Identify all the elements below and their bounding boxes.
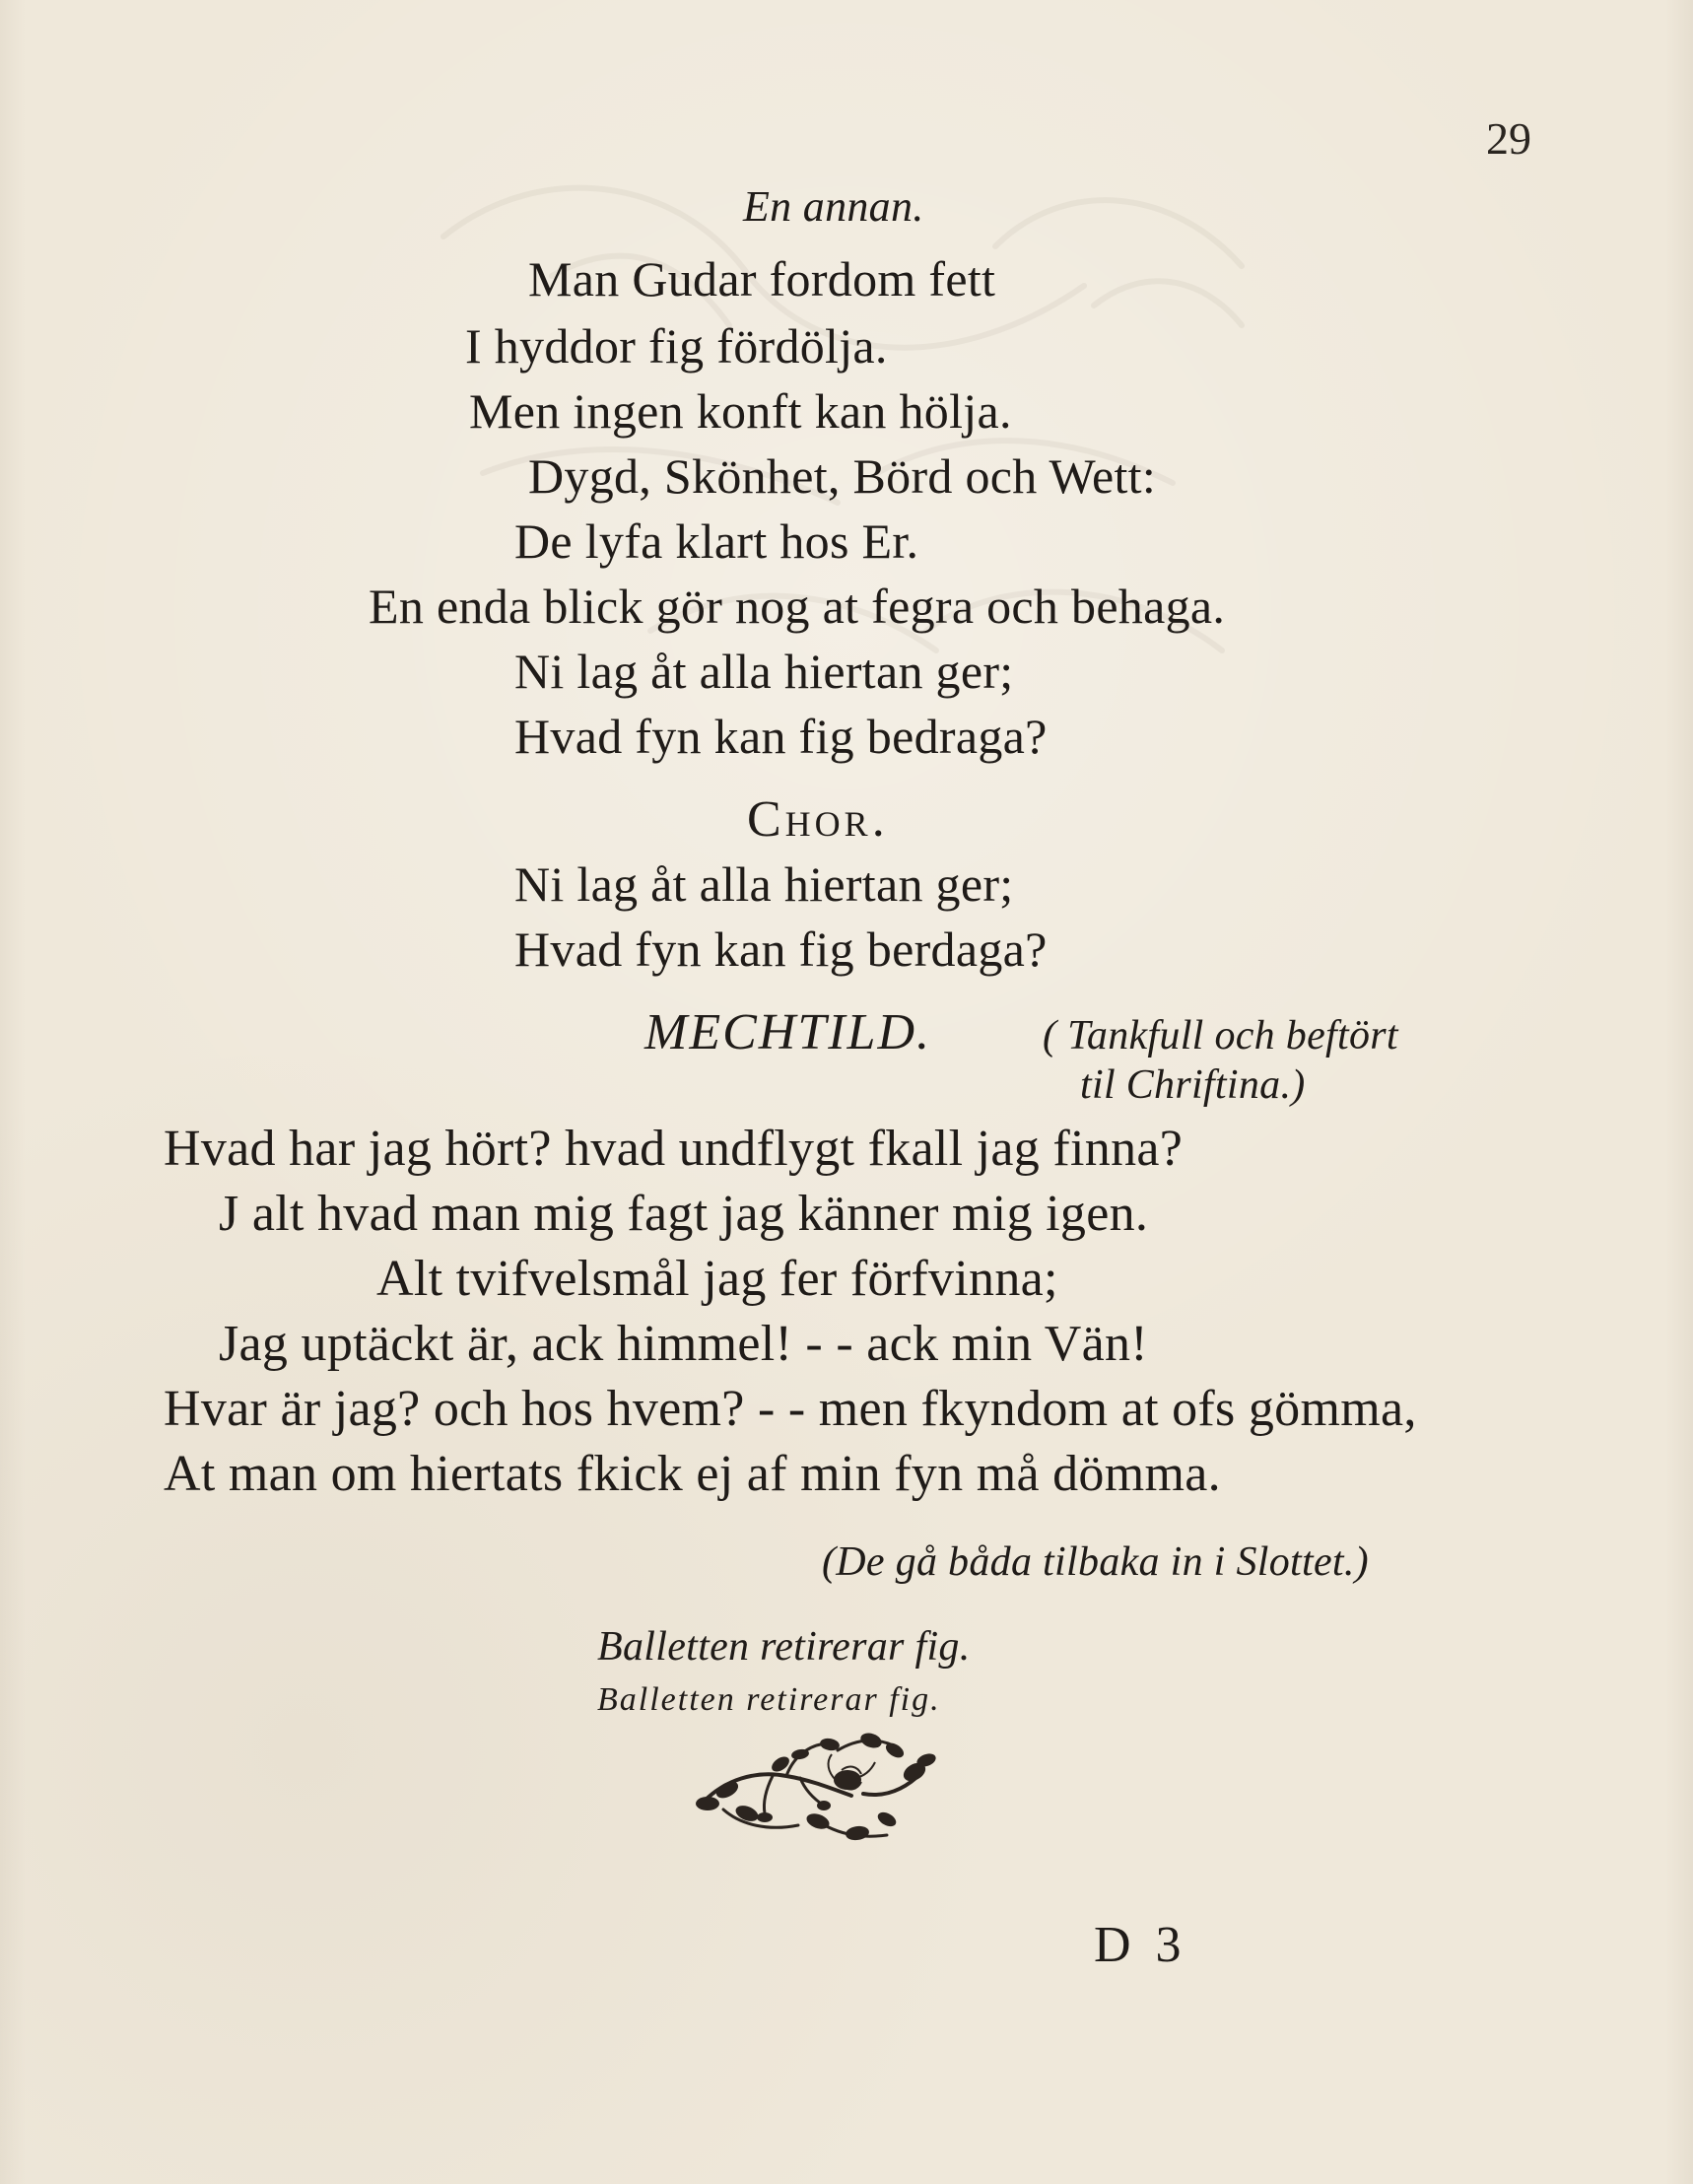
- dialogue-line: At man om hiertats fkick ej af min fyn må dömma.: [164, 1446, 1221, 1502]
- verse-line: I hyddor fig fördölja.: [465, 318, 888, 374]
- dialogue-line: Hvad har jag hört? hvad undflygt fkall jag finna?: [164, 1121, 1184, 1177]
- verse-line: Man Gudar fordom fett: [528, 251, 996, 307]
- verse-line: Hvad fyn kan fig berdaga?: [514, 921, 1048, 977]
- section-heading-en-annan: En annan.: [743, 182, 924, 231]
- dialogue-line: Hvar är jag? och hos hvem? - - men fkyndom at ofs gömma,: [164, 1381, 1417, 1437]
- section-heading-chor: Chor.: [747, 791, 889, 848]
- verse-line: Hvad fyn kan fig bedraga?: [514, 709, 1048, 764]
- stage-direction: Balletten retirerar fig.: [597, 1624, 971, 1670]
- stage-direction: (De gå båda tilbaka in i Slottet.): [822, 1539, 1369, 1585]
- dialogue-line: J alt hvad man mig fagt jag känner mig igen.: [219, 1186, 1149, 1242]
- verse-line: En enda blick gör nog at fegra och behaga.: [369, 579, 1226, 634]
- page-number: 29: [1486, 113, 1531, 164]
- dialogue-line: Jag uptäckt är, ack himmel! - - ack min Vän!: [219, 1316, 1148, 1372]
- floral-vignette-icon: [684, 1717, 958, 1855]
- verse-line: Dygd, Skönhet, Börd och Wett:: [528, 448, 1157, 504]
- dialogue-line: Alt tvifvelsmål jag fer förfvinna;: [376, 1251, 1058, 1307]
- verse-line: Men ingen konft kan hölja.: [469, 383, 1012, 439]
- verse-line: Ni lag åt alla hiertan ger;: [514, 644, 1014, 699]
- verse-line: De lyfa klart hos Er.: [514, 513, 919, 569]
- verse-line: Ni lag åt alla hiertan ger;: [514, 856, 1014, 912]
- stage-direction: til Chriftina.): [1080, 1062, 1306, 1108]
- gathering-signature: D 3: [1094, 1917, 1187, 1973]
- stage-direction: Balletten retirerar fig.: [597, 1681, 941, 1718]
- speaker-name: MECHTILD.: [644, 1004, 932, 1060]
- stage-direction: ( Tankfull och beftört: [1043, 1013, 1398, 1058]
